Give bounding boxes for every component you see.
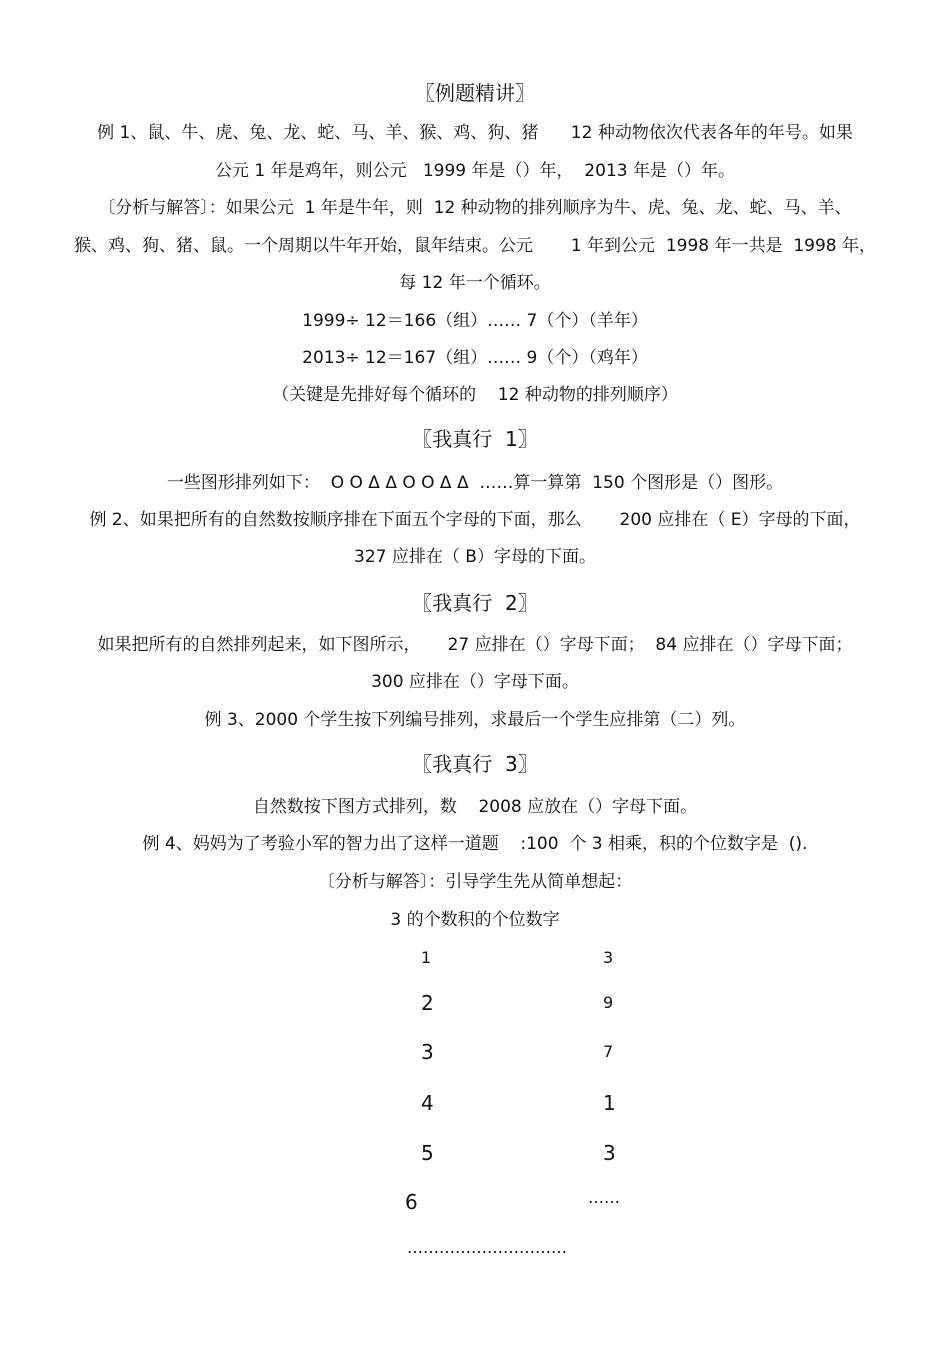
try2-line1: 如果把所有的自然排列起来，如下图所示， 27 应排在（）字母下面； 84 应排在（）字母下面；	[97, 635, 853, 655]
analysis4-table-header: 3 的个数积的个位数字	[390, 910, 560, 930]
analysis4-intro: 〔分析与解答〕：引导学生先从简单想起：	[317, 872, 633, 892]
example1-line2: 公元 1 年是鸡年，则公元 1999 年是（）年， 2013 年是（）年。	[215, 161, 735, 181]
table-digit: 3	[603, 948, 614, 967]
try3-text: 自然数按下图方式排列，数 2008 应放在（）字母下面。	[252, 797, 698, 817]
table-count: 6	[405, 1190, 418, 1214]
example4-line1: 例 4、妈妈为了考验小军的智力出了这样一道题 :100 个 3 相乘，积的个位数字是 ().	[142, 834, 808, 854]
example2-line2: 327 应排在（ B）字母的下面。	[354, 547, 596, 567]
example2-line1: 例 2、如果把所有的自然数按顺序排在下面五个字母的下面，那么 200 应排在（ E）字母的下面，	[89, 510, 861, 530]
try1-title: 〖我真行 1〗	[412, 427, 538, 451]
table-digit: 7	[603, 1042, 614, 1061]
table-count: 2	[421, 991, 434, 1015]
try2-title: 〖我真行 2〗	[412, 591, 538, 615]
analysis1-calc1: 1999÷ 12＝166（组）…… 7（个）（羊年）	[302, 311, 648, 331]
table-count: 4	[421, 1091, 434, 1115]
table-count: 1	[421, 948, 432, 967]
table-digit: 3	[603, 1141, 616, 1165]
analysis1-line2: 猴、鸡、狗、猪、鼠。一个周期以牛年开始，鼠年结束。公元 1 年到公元 1998 年一共是 1998 年，	[74, 236, 876, 256]
table-count: 5	[421, 1141, 434, 1165]
analysis1-calc2: 2013÷ 12＝167（组）…… 9（个）（鸡年）	[302, 348, 648, 368]
analysis1-note: （关键是先排好每个循环的 12 种动物的排列顺序）	[272, 385, 678, 405]
try3-title: 〖我真行 3〗	[412, 752, 538, 776]
table-count: 3	[421, 1040, 434, 1064]
example1-line1: 例 1、鼠、牛、虎、兔、龙、蛇、马、羊、猴、鸡、狗、猪 12 种动物依次代表各年的年号。如果	[97, 123, 853, 143]
analysis1-line3: 每 12 年一个循环。	[399, 273, 551, 293]
table-digit: ……	[588, 1188, 620, 1207]
table-digit: 1	[603, 1091, 616, 1115]
table-ellipsis: …………………………	[407, 1238, 567, 1257]
analysis1-line1: 〔分析与解答〕：如果公元 1 年是牛年，则 12 种动物的排列顺序为牛、虎、兔、龙、蛇、马、羊、	[98, 198, 852, 218]
try1-text: 一些图形排列如下： O O Δ Δ O O Δ Δ ……算一算第 150 个图形是（）图形。	[166, 473, 784, 493]
section-title: 〖例题精讲〗	[415, 81, 535, 105]
table-digit: 9	[603, 993, 614, 1012]
try2-line2: 300 应排在（）字母下面。	[371, 672, 579, 692]
example3-line1: 例 3、2000 个学生按下列编号排列，求最后一个学生应排第（二）列。	[204, 710, 746, 730]
